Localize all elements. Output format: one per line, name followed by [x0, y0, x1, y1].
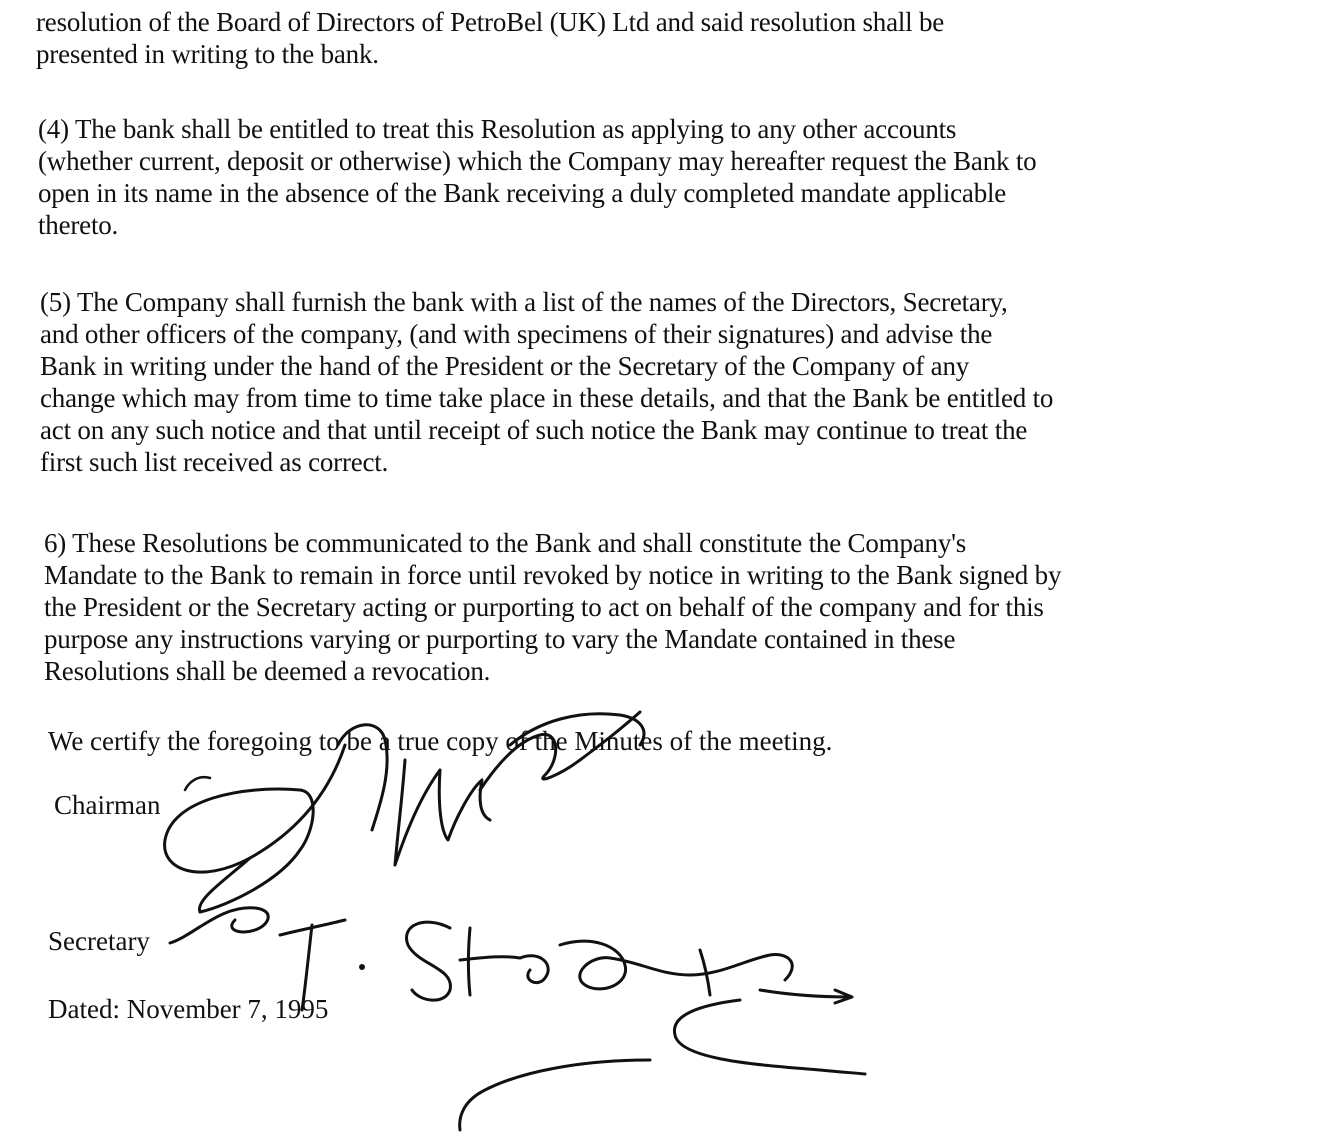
text-line: Bank in writing under the hand of the President or the Secretary of the Company of any [40, 351, 970, 381]
text-line: (whether current, deposit or otherwise) which the Company may hereafter request the Bank to [38, 146, 1037, 176]
text-line: 6) These Resolutions be communicated to the Bank and shall constitute the Company's [44, 528, 967, 558]
text-line: (4) The bank shall be entitled to treat this Resolution as applying to any other accounts [38, 114, 957, 144]
text-line: open in its name in the absence of the Bank receiving a duly completed mandate applicable [38, 178, 1007, 208]
paragraph-continuation [36, 6, 1316, 70]
dated-line: Dated: November 7, 1995 [48, 994, 329, 1024]
text-line: Mandate to the Bank to remain in force until revoked by notice in writing to the Bank signed by [44, 560, 1062, 590]
text-line: resolution of the Board of Directors of PetroBel (UK) Ltd and said resolution shall be [36, 7, 945, 37]
text-line: the President or the Secretary acting or purporting to act on behalf of the company and for this [44, 592, 1044, 622]
text-line: first such list received as correct. [40, 447, 389, 477]
text-line: presented in writing to the bank. [36, 39, 379, 69]
text-line: purpose any instructions varying or purporting to vary the Mandate contained in these [44, 624, 956, 654]
text-line: and other officers of the company, (and with specimens of their signatures) and advise the [40, 319, 993, 349]
certification-statement: We certify the foregoing to be a true copy of the Minutes of the meeting. [48, 726, 833, 756]
text-line: change which may from time to time take place in these details, and that the Bank be entitled to [40, 383, 1054, 413]
chairman-label: Chairman [54, 790, 161, 820]
paragraph-5 [40, 286, 1320, 478]
paragraph-6 [44, 527, 1324, 687]
text-line: act on any such notice and that until receipt of such notice the Bank may continue to treat the [40, 415, 1028, 445]
text-line: (5) The Company shall furnish the bank with a list of the names of the Directors, Secretary, [40, 287, 1008, 317]
paragraph-4 [38, 113, 1318, 241]
secretary-label: Secretary [48, 926, 150, 956]
text-line: Resolutions shall be deemed a revocation. [44, 656, 491, 686]
text-line: thereto. [38, 210, 119, 240]
